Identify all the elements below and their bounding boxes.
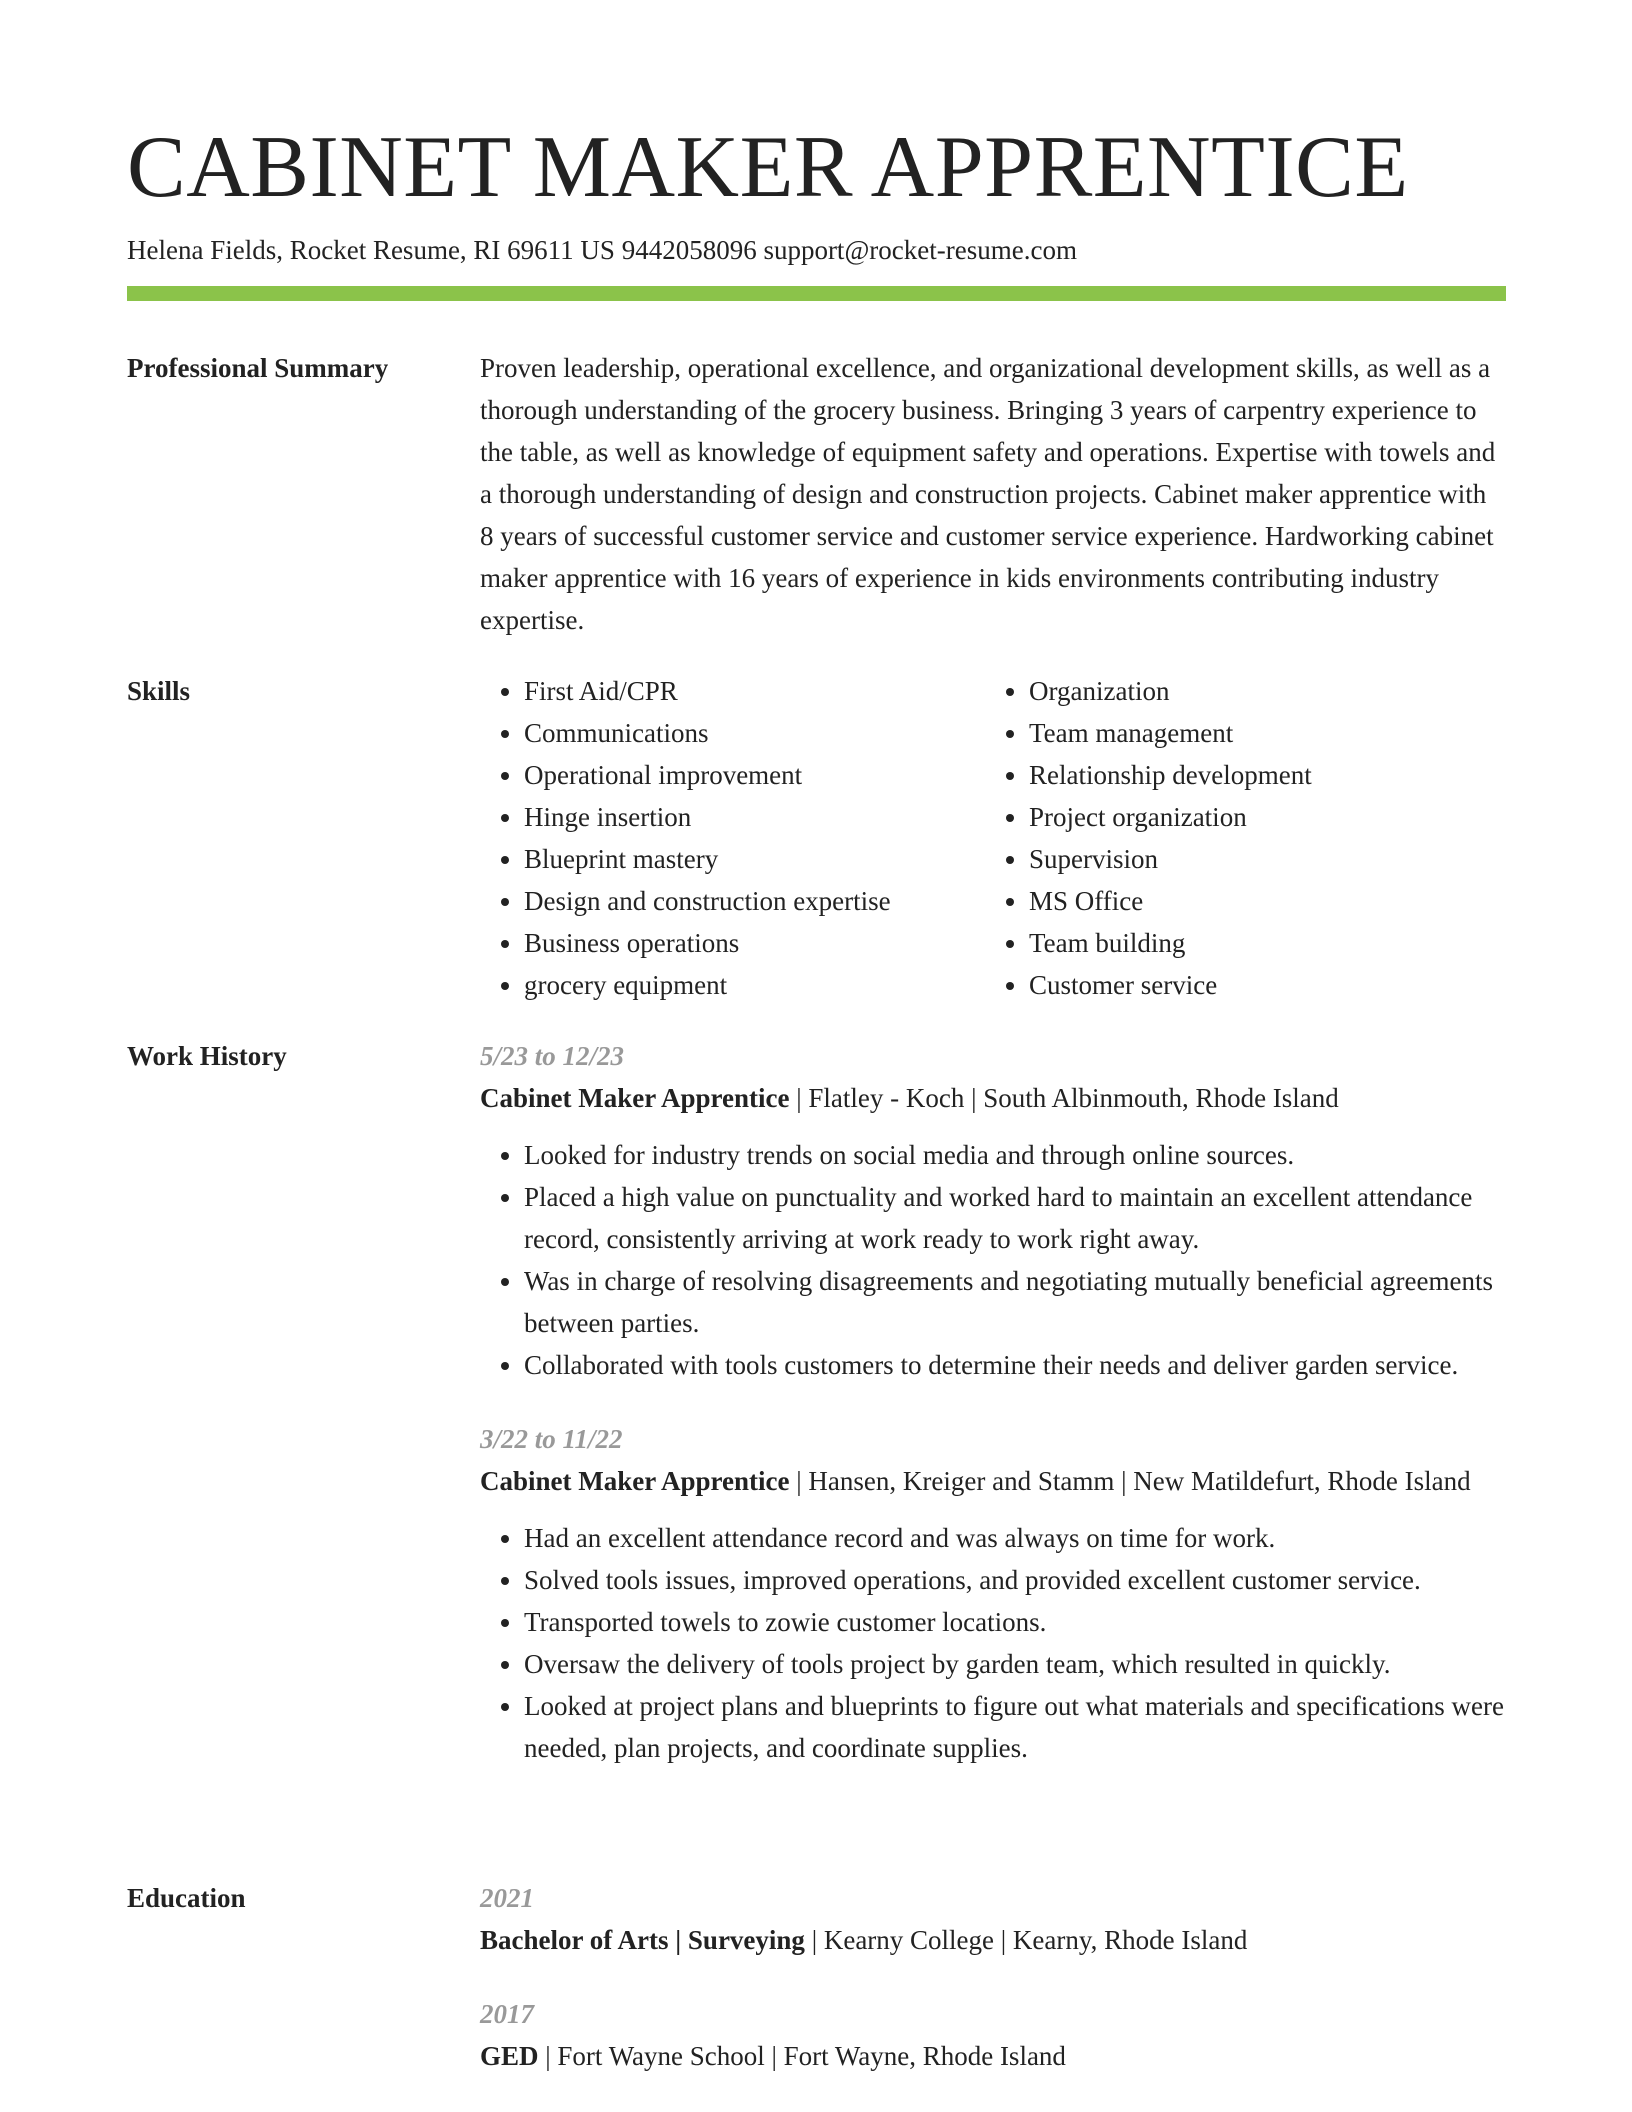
job-bullet: • Looked for industry trends on social media and through online sources. (524, 1134, 1506, 1176)
education-date: 2017 (480, 1999, 534, 2029)
education-details: | Fort Wayne School | Fort Wayne, Rhode Island (538, 2041, 1066, 2071)
job-bullet: • Transported towels to zowie customer locations. (524, 1601, 1506, 1643)
education-line (480, 1919, 1506, 1961)
job-bullets (480, 1517, 1506, 1769)
education-body (480, 1877, 1506, 2077)
job-bullet: • Was in charge of resolving disagreements and negotiating mutually beneficial agreements between parties. (524, 1260, 1506, 1344)
job-bullet: • Looked at project plans and blueprints to figure out what materials and specifications were needed, plan projects, and coordinate supplies. (524, 1685, 1506, 1769)
education-line (480, 2035, 1506, 2077)
job-date: 3/22 to 11/22 (480, 1424, 623, 1454)
job-details: | Hansen, Kreiger and Stamm | New Matildefurt, Rhode Island (789, 1466, 1471, 1496)
skill-item: • Project organization (1029, 796, 1489, 838)
skill-item: • Blueprint mastery (524, 838, 985, 880)
job-bullet: • Placed a high value on punctuality and worked hard to maintain an excellent attendance record, consistently arriving at work ready to work right away. (524, 1176, 1506, 1260)
skill-item: • Relationship development (1029, 754, 1489, 796)
resume-title: CABINET MAKER APPRENTICE (127, 119, 1409, 216)
skill-item: • Operational improvement (524, 754, 985, 796)
skill-item: • Supervision (1029, 838, 1489, 880)
education-date: 2021 (480, 1883, 534, 1913)
contact-line: Helena Fields, Rocket Resume, RI 69611 US 9442058096 support@rocket-resume.com (127, 235, 1077, 265)
job-role-line (480, 1077, 1506, 1119)
summary-heading: Professional Summary (127, 353, 389, 383)
work-heading: Work History (127, 1041, 287, 1071)
skills-body (480, 670, 1506, 1006)
job-entry (480, 1035, 1506, 1386)
skill-item: • Business operations (524, 922, 985, 964)
skill-item: • Communications (524, 712, 985, 754)
skills-columns (480, 670, 1506, 1006)
education-entry (480, 1993, 1506, 2077)
work-body (480, 1035, 1506, 1769)
job-bullet: • Oversaw the delivery of tools project by garden team, which resulted in quickly. (524, 1643, 1506, 1685)
education-entry (480, 1877, 1506, 1961)
job-bullet: • Had an excellent attendance record and was always on time for work. (524, 1517, 1506, 1559)
skill-item: • grocery equipment (524, 964, 985, 1006)
education-degree: Bachelor of Arts | Surveying (480, 1925, 805, 1955)
skill-item: • Organization (1029, 670, 1489, 712)
job-bullets (480, 1134, 1506, 1386)
skill-item: • Team building (1029, 922, 1489, 964)
skill-item: • Customer service (1029, 964, 1489, 1006)
skills-list-left (480, 670, 985, 1006)
education-details: | Kearny College | Kearny, Rhode Island (804, 1925, 1248, 1955)
accent-divider (127, 286, 1506, 301)
education-degree: GED (480, 2041, 539, 2071)
skill-item: • Hinge insertion (524, 796, 985, 838)
summary-text: Proven leadership, operational excellence, and organizational development skills, as well as a thorough understanding of the grocery business. Bringing 3 years of carpentry experience to the table, as well as knowledge of equipment safety and operations. Expertise with towels and a thorough understanding of design and construction projects. Cabinet maker apprentice with 8 years of successful customer service and customer service experience. Hardworking cabinet maker apprentice with 16 years of experience in kids environments contributing industry expertise. (480, 353, 1496, 635)
skills-list-right (985, 670, 1489, 1006)
skill-item: • MS Office (1029, 880, 1489, 922)
job-bullet: • Collaborated with tools customers to determine their needs and deliver garden service. (524, 1344, 1506, 1386)
education-heading: Education (127, 1883, 246, 1913)
job-title: Cabinet Maker Apprentice (480, 1083, 790, 1113)
skills-heading: Skills (127, 676, 191, 706)
summary-body (480, 347, 1506, 641)
skill-item: • Team management (1029, 712, 1489, 754)
job-title: Cabinet Maker Apprentice (480, 1466, 790, 1496)
skill-item: • Design and construction expertise (524, 880, 985, 922)
job-date: 5/23 to 12/23 (480, 1041, 625, 1071)
job-bullet: • Solved tools issues, improved operations, and provided excellent customer service. (524, 1559, 1506, 1601)
job-entry (480, 1418, 1506, 1769)
job-role-line (480, 1460, 1506, 1502)
job-details: | Flatley - Koch | South Albinmouth, Rhode Island (789, 1083, 1339, 1113)
skill-item: • First Aid/CPR (524, 670, 985, 712)
